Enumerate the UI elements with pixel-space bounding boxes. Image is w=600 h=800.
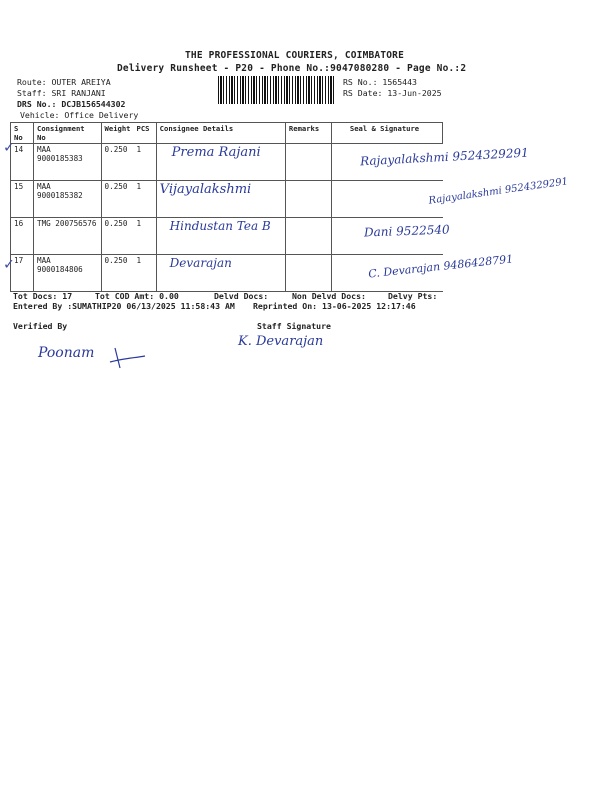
cell-sno: 16 (11, 218, 34, 255)
cell-remarks (285, 144, 331, 181)
seal-signature-16: Dani 9522540 (363, 222, 450, 240)
staff-signature-label: Staff Signature (257, 321, 331, 331)
col-sno: S No (11, 123, 34, 144)
cell-sno: 15 (11, 181, 34, 218)
seal-signature-15: Rajayalakshmi 9524329291 (427, 176, 569, 207)
cell-consignment: TMG 200756576 (34, 218, 102, 255)
cell-weight: 0.250 (101, 255, 133, 292)
verified-signature: Poonam (38, 345, 95, 361)
check-mark-icon: ✓ (4, 254, 14, 273)
rs-date: RS Date: 13-Jun-2025 (343, 88, 442, 98)
cell-pcs: 1 (134, 181, 157, 218)
drs-number: DRS No.: DCJB156544302 (17, 99, 126, 109)
cell-weight: 0.250 (101, 144, 133, 181)
cell-weight: 0.250 (101, 181, 133, 218)
reprinted-on: Reprinted On: 13-06-2025 12:17:46 (253, 301, 416, 311)
barcode (218, 76, 334, 104)
cell-consignee (156, 181, 285, 218)
col-remarks: Remarks (285, 123, 331, 144)
cell-remarks (285, 218, 331, 255)
route-label: Route: OUTER AREIYA (17, 77, 111, 87)
cell-consignee (156, 144, 285, 181)
delivered-docs: Delvd Docs: (214, 291, 269, 301)
consignee-handwriting: Vijayalakshmi (159, 182, 252, 197)
table-header-row (11, 123, 443, 144)
cell-remarks (285, 181, 331, 218)
cell-sno: 14 (11, 144, 34, 181)
staff-label: Staff: SRI RANJANI (17, 88, 106, 98)
non-delivered-docs: Non Delvd Docs: (292, 291, 366, 301)
cell-weight: 0.250 (101, 218, 133, 255)
entered-by: Entered By :SUMATHIP20 06/13/2025 11:58:43 AM (13, 301, 235, 311)
company-title: THE PROFESSIONAL COURIERS, COIMBATORE (185, 50, 405, 61)
total-docs: Tot Docs: 17 (13, 291, 73, 301)
cell-consignee (156, 255, 285, 292)
rs-number: RS No.: 1565443 (343, 77, 417, 87)
col-seal: Seal & Signature (331, 123, 442, 144)
total-cod: Tot COD Amt: 0.00 (95, 291, 179, 301)
cell-pcs: 1 (134, 144, 157, 181)
col-consignment: Consignment No (34, 123, 102, 144)
cell-pcs: 1 (134, 255, 157, 292)
seal-signature-14: Rajayalakshmi 9524329291 (359, 145, 530, 169)
cell-remarks (285, 255, 331, 292)
col-weight: Weight (101, 123, 133, 144)
cell-consignment: MAA 9000185382 (34, 181, 102, 218)
cell-consignee (156, 218, 285, 255)
check-mark-icon: ✓ (4, 137, 14, 156)
delivery-points: Delvy Pts: (388, 291, 438, 301)
seal-signature-17: C. Devarajan 9486428791 (367, 252, 514, 281)
cell-consignment: MAA 9000185383 (34, 144, 102, 181)
verified-signature-flourish (40, 340, 150, 370)
consignee-handwriting: Prema Rajani (171, 145, 261, 160)
cell-seal (331, 181, 442, 218)
cell-pcs: 1 (134, 218, 157, 255)
verified-by-label: Verified By (13, 321, 68, 331)
cell-sno: 17 (11, 255, 34, 292)
cell-consignment: MAA 9000184806 (34, 255, 102, 292)
col-pcs: PCS (134, 123, 157, 144)
staff-signature: K. Devarajan (238, 334, 324, 349)
consignee-handwriting: Devarajan (169, 256, 232, 270)
runsheet-subtitle: Delivery Runsheet - P20 - Phone No.:9047080280 - Page No.:2 (117, 63, 467, 74)
col-consignee: Consignee Details (156, 123, 285, 144)
consignee-handwriting: Hindustan Tea B (169, 219, 271, 233)
vehicle-label: Vehicle: Office Delivery (20, 110, 139, 120)
table-row (11, 181, 443, 218)
